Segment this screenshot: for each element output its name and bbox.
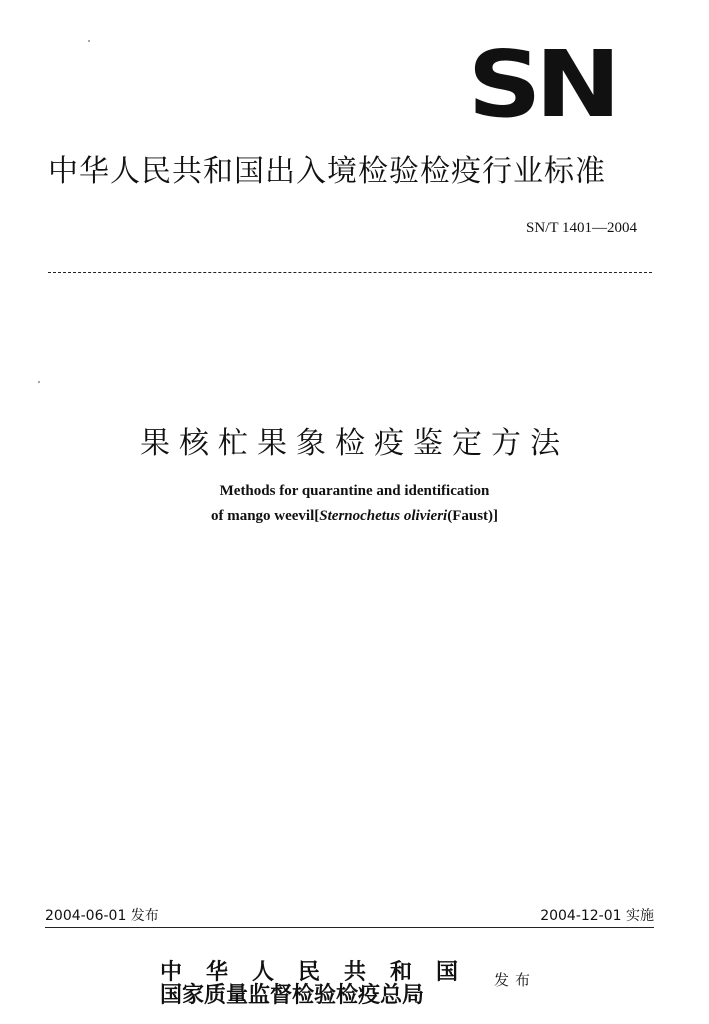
issuer-line2: 国家质量监督检验检疫总局 bbox=[160, 982, 425, 1008]
document-title-en-line2 bbox=[0, 508, 709, 525]
title-en-author: (Faust) bbox=[447, 508, 494, 524]
org-title: 中华人民共和国出入境检验检疫行业标准 bbox=[48, 154, 606, 189]
title-en-prefix: of mango weevil bbox=[210, 508, 315, 524]
effective-date: 2004-12-01 实施 bbox=[540, 908, 654, 924]
scan-speck bbox=[38, 381, 40, 383]
header-divider bbox=[48, 272, 652, 273]
standard-number: SN/T 1401—2004 bbox=[526, 220, 637, 236]
scan-speck bbox=[88, 40, 90, 42]
title-en-scientific-name: Sternochetus olivieri bbox=[319, 508, 448, 524]
issue-date: 2004-06-01 发布 bbox=[45, 908, 159, 924]
sn-logo: SN bbox=[467, 30, 615, 138]
title-en-bracket-open: [ bbox=[314, 508, 320, 524]
footer-divider bbox=[45, 927, 654, 928]
title-en-bracket-close: ] bbox=[493, 508, 499, 524]
publish-label: 发布 bbox=[494, 971, 537, 989]
issuer-line1: 中华人民共和国 bbox=[160, 959, 483, 985]
document-title-cn: 果核杧果象检疫鉴定方法 bbox=[140, 426, 569, 461]
document-title-en-line1: Methods for quarantine and identification bbox=[219, 483, 490, 499]
